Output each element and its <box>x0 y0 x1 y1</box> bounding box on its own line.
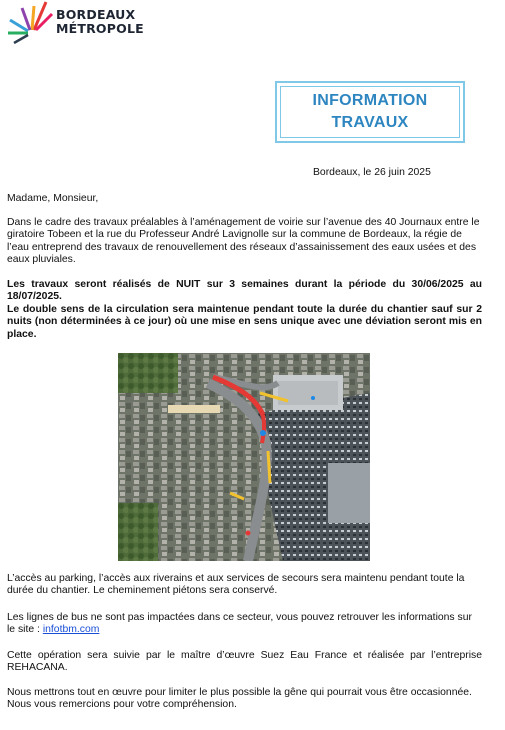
works-aerial-map <box>118 353 370 561</box>
bus-paragraph <box>7 612 482 637</box>
bordeaux-metropole-logo <box>6 0 146 48</box>
information-travaux-box <box>275 81 465 143</box>
intro-paragraph: Dans le cadre des travaux préalables à l’aménagement de voirie sur l’avenue des 40 Journaux entre le giratoire Tobeen et la rue du Professeur André Lavignolle sur la commune de Bordeaux, la régie de l’eau entreprend des travaux de renouvellement des réseaux d’assainissement des eaux usées et des eaux pluviales. <box>7 217 480 265</box>
traffic-notice: Le double sens de la circulation sera maintenue pendant toute la durée du chantier sauf sur 2 nuits (non déterminées à ce jour) où une mise en sens unique avec une déviation seront mis en place. <box>7 304 482 340</box>
closing-line-1: Nous mettrons tout en œuvre pour limiter le plus possible la gêne qui pourrait vous être occasionnée. <box>7 687 472 698</box>
logo-burst-icon <box>6 0 54 44</box>
dates-notice: Les travaux seront réalisés de NUIT sur 3 semaines durant la période du 30/06/2025 au 18/07/2025. <box>7 279 482 303</box>
info-title-line-1: INFORMATION <box>312 92 428 109</box>
letter-date: Bordeaux, le 26 juin 2025 <box>313 167 431 178</box>
access-paragraph: L’accès au parking, l’accès aux riverains et aux services de secours sera maintenu pendant toute la durée du chantier. Le cheminement piétons sera conservé. <box>7 573 465 597</box>
logo-wordmark <box>56 8 144 36</box>
logo-line-1: BORDEAUX <box>56 7 136 22</box>
info-title-line-2: TRAVAUX <box>331 114 409 131</box>
salutation: Madame, Monsieur, <box>7 193 99 204</box>
logo-line-2: MÉTROPOLE <box>56 21 144 36</box>
bus-text: Les lignes de bus ne sont pas impactées dans ce secteur, vous pouvez retrouver les informations sur le site : <box>7 612 472 636</box>
infotbm-link[interactable]: infotbm.com <box>42 624 100 636</box>
operation-paragraph: Cette opération sera suivie par le maître d’œuvre Suez Eau France et réalisée par l’entreprise REHACANA. <box>7 650 482 674</box>
closing-line-2: Nous vous remercions pour votre compréhension. <box>7 699 237 710</box>
